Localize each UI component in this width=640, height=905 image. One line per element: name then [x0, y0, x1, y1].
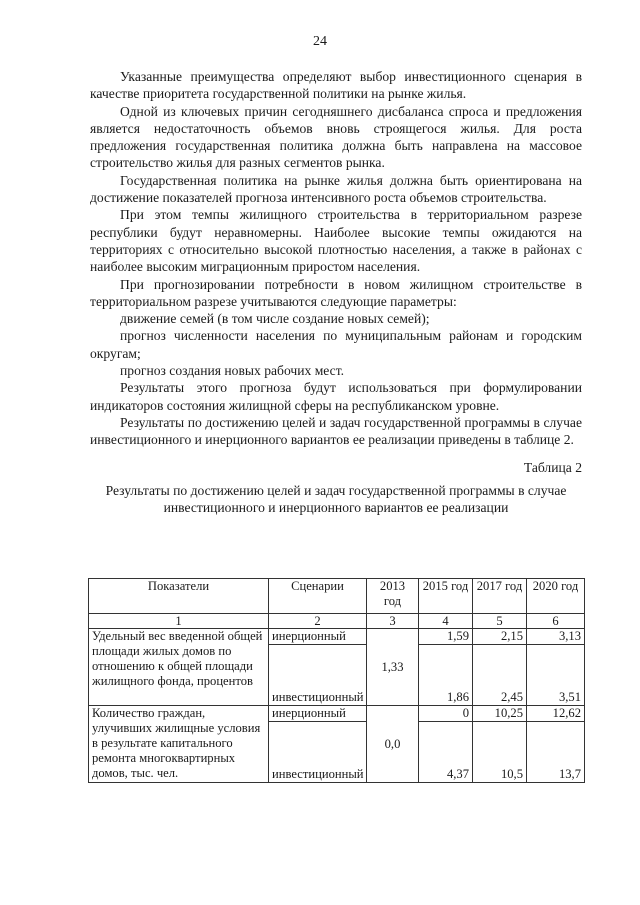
header-2015: 2015 год: [419, 579, 473, 614]
col-number: 2: [269, 614, 367, 629]
value-2017: 2,15: [473, 629, 527, 645]
col-number: 1: [89, 614, 269, 629]
scenario-cell: инвестиционный: [269, 645, 367, 706]
value-2017: 10,25: [473, 706, 527, 722]
table-caption: Результаты по достижению целей и задач государственной программы в случае инвестиционного и инерционного вариантов ее реализации: [105, 482, 567, 515]
paragraph: Государственная политика на рынке жилья должна быть ориентирована на достижение показателей прогноза интенсивного роста объемов строительства.: [90, 172, 582, 206]
value-2020: 3,13: [527, 629, 585, 645]
results-table: [88, 578, 585, 783]
indicator-cell: Удельный вес введенной общей площади жилых домов по отношению к общей площади жилищного фонда, процентов: [89, 629, 269, 706]
page-number: 24: [313, 34, 327, 49]
base-2013-cell: 0,0: [367, 706, 419, 783]
value-2017: 10,5: [473, 722, 527, 783]
header-2020: 2020 год: [527, 579, 585, 614]
col-number: 6: [527, 614, 585, 629]
value-2015: 4,37: [419, 722, 473, 783]
value-2015: 1,59: [419, 629, 473, 645]
scenario-cell: инерционный: [269, 706, 367, 722]
header-indicator: Показатели: [89, 579, 269, 614]
value-2020: 13,7: [527, 722, 585, 783]
paragraph: прогноз создания новых рабочих мест.: [120, 363, 345, 379]
body-text: [90, 68, 582, 516]
scenario-cell: инерционный: [269, 629, 367, 645]
col-number: 4: [419, 614, 473, 629]
value-2015: 1,86: [419, 645, 473, 706]
value-2020: 12,62: [527, 706, 585, 722]
paragraph: Результаты этого прогноза будут использоваться при формулировании индикаторов состояния жилищной сферы на республиканском уровне.: [90, 380, 582, 413]
col-number: 5: [473, 614, 527, 629]
col-number: 3: [367, 614, 419, 629]
paragraph: При этом темпы жилищного строительства в территориальном разрезе республики будут неравномерны. Наиболее высокие темпы ожидаются на территориях с относительно высокой плотностью населения, а также в районах с наиболее высоким миграционным приростом населения.: [90, 207, 582, 275]
value-2020: 3,51: [527, 645, 585, 706]
paragraph: прогноз численности населения по муниципальным районам и городским округам;: [90, 328, 582, 361]
value-2017: 2,45: [473, 645, 527, 706]
header-2017: 2017 год: [473, 579, 527, 614]
paragraph: Указанные преимущества определяют выбор инвестиционного сценария в качестве приоритета государственной политики на рынке жилья.: [90, 69, 582, 102]
paragraph: Результаты по достижению целей и задач государственной программы в случае инвестиционного и инерционного вариантов ее реализации приведены в таблице 2.: [90, 414, 582, 448]
table-row: [89, 706, 585, 722]
base-2013-cell: 1,33: [367, 629, 419, 706]
header-scenario: Сценарии: [269, 579, 367, 614]
table-row: [89, 629, 585, 645]
header-2013: 2013 год: [367, 579, 419, 614]
table-label: Таблица 2: [523, 459, 582, 475]
paragraph: Одной из ключевых причин сегодняшнего дисбаланса спроса и предложения является недостаточность объемов вновь строящегося жилья. Для роста предложения государственная политика должна быть направлена на массовое строительство жилья для разных сегментов рынка.: [90, 103, 582, 171]
paragraph: При прогнозировании потребности в новом жилищном строительстве в территориальном разрезе учитываются следующие параметры:: [90, 276, 582, 309]
value-2015: 0: [419, 706, 473, 722]
paragraph: движение семей (в том числе создание новых семей);: [120, 311, 430, 327]
scenario-cell: инвестиционный: [269, 722, 367, 783]
indicator-cell: Количество граждан, улучивших жилищные условия в результате капитального ремонта многоквартирных домов, тыс. чел.: [89, 706, 269, 783]
